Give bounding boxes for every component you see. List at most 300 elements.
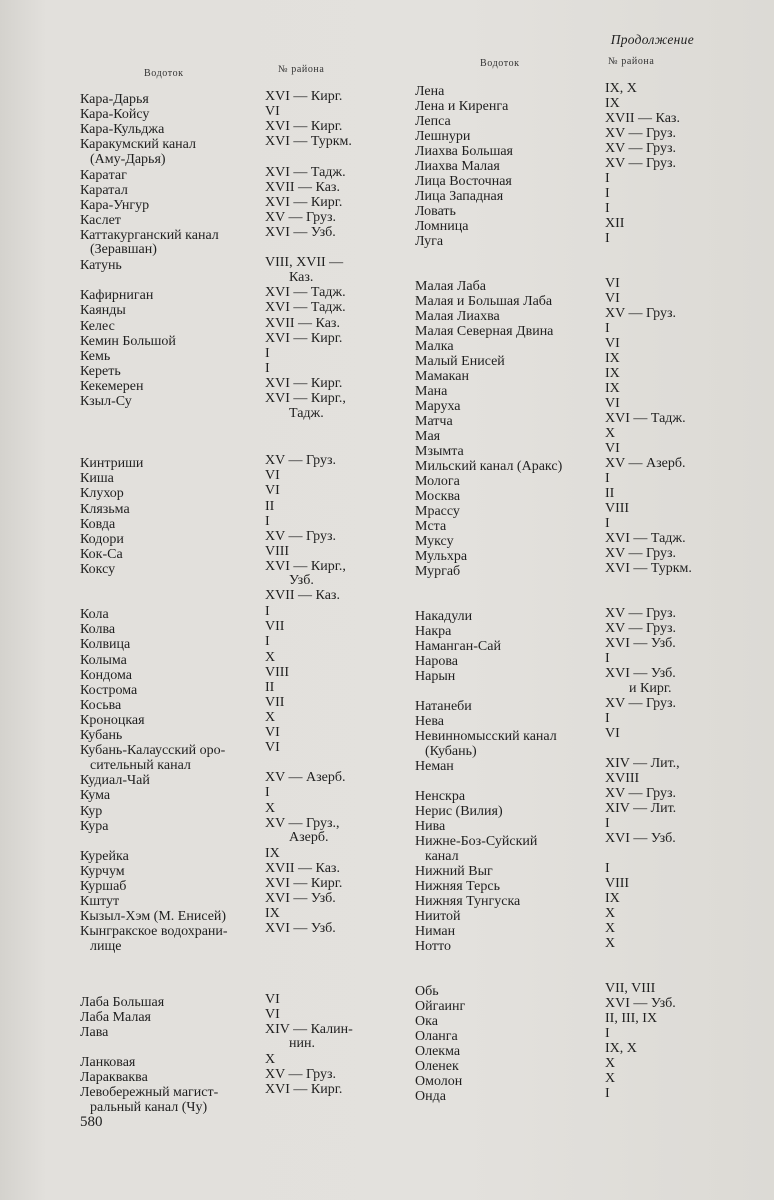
name-line: Малая Лаба <box>415 279 486 294</box>
region-line: IX, X <box>605 1041 637 1056</box>
entry-row <box>415 1011 658 1030</box>
watercourse-name <box>80 108 149 123</box>
entry-row <box>80 513 270 533</box>
region-line: X <box>605 921 616 936</box>
region-line: XV — Груз. <box>605 621 677 636</box>
name-line: Карaтаг <box>80 167 127 183</box>
entry-row <box>80 694 285 714</box>
watercourse-name <box>415 1075 462 1090</box>
region-number <box>605 1042 637 1057</box>
region-number <box>265 211 336 226</box>
name-line: Кубань <box>80 728 123 743</box>
watercourse-name <box>80 895 119 910</box>
watercourse-name <box>80 744 225 773</box>
entry-row <box>80 483 280 502</box>
region-line: XV — Груз. <box>605 546 677 561</box>
region-line: XV — Груз. <box>605 306 677 321</box>
name-line: Ловать <box>415 204 456 219</box>
name-line: Кзыл-Су <box>80 394 132 409</box>
watercourse-name <box>415 235 443 250</box>
name-line: Лаба Большая <box>80 994 165 1010</box>
region-number <box>605 412 686 427</box>
region-line: I <box>605 861 610 876</box>
name-line: Кура <box>80 818 109 834</box>
name-line: Кудиал-Чай <box>80 773 150 789</box>
entry-row <box>415 486 615 505</box>
name-line: канал <box>425 848 459 864</box>
watercourse-name <box>80 395 132 410</box>
entry-row <box>415 831 676 864</box>
name-line: Кондома <box>80 667 132 683</box>
entry-row <box>415 801 677 820</box>
region-line: X <box>265 649 276 665</box>
name-line: Лица Восточная <box>415 174 512 189</box>
name-line: Накадули <box>415 609 473 624</box>
name-line: Кара-Койсу <box>80 107 150 123</box>
entry-row <box>80 770 346 789</box>
region-number <box>265 817 340 846</box>
entry-row <box>415 636 676 655</box>
region-line: VI <box>605 291 620 306</box>
region-line: II <box>265 498 275 514</box>
entry-row <box>80 179 340 199</box>
region-line: XIV — Лит., <box>605 756 680 771</box>
entry-row <box>80 921 336 954</box>
watercourse-name <box>80 229 219 258</box>
name-line: Кодори <box>80 531 124 547</box>
watercourse-name <box>80 1011 151 1026</box>
region-line: XIV — Лит. <box>605 801 677 816</box>
name-line: Омолон <box>415 1074 463 1089</box>
name-line: Каттакурганский канал <box>80 227 219 243</box>
region-line: Узб. <box>289 573 314 589</box>
region-line: I <box>605 516 610 531</box>
region-number <box>265 515 270 530</box>
name-line: Муксу <box>415 534 454 549</box>
region-number <box>605 907 615 922</box>
region-number <box>265 90 342 105</box>
region-number <box>605 1027 610 1042</box>
region-number <box>605 232 610 247</box>
region-number <box>265 907 280 922</box>
name-line: Косьва <box>80 697 122 713</box>
entry-row <box>415 621 677 640</box>
region-number <box>605 172 610 187</box>
entry-row <box>80 619 285 638</box>
region-number <box>605 472 610 487</box>
name-line: Нижняя Терсь <box>415 879 500 894</box>
region-line: VII <box>265 694 285 710</box>
watercourse-name <box>80 380 143 395</box>
region-line: IX <box>605 351 620 366</box>
entry-row <box>80 330 343 350</box>
region-line: VI <box>265 104 280 120</box>
region-number <box>605 1087 610 1102</box>
region-number <box>605 547 676 562</box>
region-line: X <box>605 426 616 441</box>
entry-row <box>415 201 610 220</box>
watercourse-name <box>415 610 472 625</box>
region-line: XVII — Каз. <box>265 315 340 331</box>
entry-row <box>80 468 280 487</box>
entry-row <box>415 861 610 880</box>
region-line: XVI — Узб. <box>605 636 676 651</box>
watercourse-name <box>415 310 500 325</box>
watercourse-name <box>415 835 537 864</box>
name-line: Каянды <box>80 303 126 319</box>
region-line: VIII <box>605 501 630 516</box>
right-watercourse-header: Водоток <box>480 58 520 69</box>
region-line: X <box>265 1051 276 1067</box>
entry-row <box>80 649 276 669</box>
watercourse-name <box>415 655 458 670</box>
region-line: VIII <box>265 543 290 559</box>
name-line: Ломница <box>415 219 469 234</box>
name-line: Нотто <box>415 939 451 954</box>
entry-row <box>415 906 616 925</box>
name-line: Клухор <box>80 486 124 502</box>
region-number <box>605 1057 615 1072</box>
name-line: Наманган-Сай <box>415 639 501 654</box>
region-number <box>605 367 620 382</box>
region-number <box>605 532 686 547</box>
region-line: XVI — Кирг. <box>265 1082 343 1098</box>
region-number <box>265 696 284 711</box>
region-line: XV — Груз. <box>605 156 677 171</box>
watercourse-name <box>415 340 454 355</box>
name-line: Нива <box>415 819 446 834</box>
region-number <box>605 1012 657 1027</box>
region-number <box>605 337 620 352</box>
watercourse-name <box>415 925 455 940</box>
region-line: VIII <box>265 664 290 680</box>
region-line: VI <box>265 1006 280 1022</box>
entry-row <box>80 634 270 653</box>
watercourse-name <box>80 729 122 744</box>
entry-row <box>415 291 620 310</box>
entry-row <box>80 1006 280 1026</box>
watercourse-name <box>80 850 129 865</box>
name-line: Ока <box>415 1014 438 1029</box>
watercourse-name <box>415 670 455 685</box>
region-number <box>265 666 289 681</box>
name-line: Каратал <box>80 182 128 198</box>
name-line: Лешнури <box>415 129 471 144</box>
region-number <box>265 181 340 196</box>
entry-row <box>80 906 280 925</box>
region-line: XVI — Кирг. <box>265 876 343 891</box>
name-line: Ойгаинг <box>415 999 466 1014</box>
region-number <box>265 1068 336 1083</box>
entry-row <box>80 891 336 910</box>
region-number <box>605 127 676 142</box>
entry-row <box>415 306 677 325</box>
region-line: XV — Груз., <box>265 815 340 831</box>
entry-row <box>415 396 620 415</box>
name-line: Малая Лиахва <box>415 309 500 324</box>
entry-row <box>80 991 280 1011</box>
region-line: XVI — Кирг. <box>265 89 343 104</box>
right-region-header: № района <box>608 56 655 67</box>
name-line: Мургаб <box>415 564 461 579</box>
region-line: XVI — Тадж. <box>265 164 346 180</box>
region-line: VI <box>605 396 620 411</box>
watercourse-name <box>80 1071 148 1086</box>
region-number <box>605 997 676 1012</box>
region-line: I <box>605 321 610 336</box>
name-line: ральный канал (Чу) <box>90 1099 208 1115</box>
watercourse-name <box>415 355 505 370</box>
name-line: Москва <box>415 489 461 504</box>
region-number <box>265 620 284 635</box>
region-line: XV — Груз. <box>605 126 677 141</box>
name-line: Лепса <box>415 114 451 129</box>
watercourse-name <box>80 472 114 487</box>
region-line: XV — Азерб. <box>265 770 346 786</box>
region-number <box>265 469 280 484</box>
region-number <box>605 667 676 696</box>
continuation-label: Продолжение <box>610 32 694 47</box>
region-line: I <box>605 651 610 666</box>
region-line: Каз. <box>289 269 314 285</box>
entry-row <box>415 351 620 370</box>
entry-row <box>80 360 270 380</box>
name-line: Курейка <box>80 848 129 864</box>
region-number <box>265 635 270 650</box>
entry-row <box>415 126 677 145</box>
entry-row <box>415 891 620 910</box>
name-line: Лиахва Малая <box>415 159 500 174</box>
region-line: XVI — Тадж. <box>605 411 686 426</box>
region-number <box>265 711 275 726</box>
name-line: Левобережный магист- <box>80 1085 219 1101</box>
region-line: VI <box>265 991 280 1007</box>
region-number <box>605 82 637 97</box>
region-line: X <box>605 1071 616 1086</box>
region-number <box>605 802 676 817</box>
entry-row <box>415 366 620 385</box>
region-number <box>605 712 610 727</box>
region-number <box>605 517 610 532</box>
entry-row <box>415 996 676 1015</box>
entry-row <box>80 498 275 518</box>
region-number <box>265 166 346 181</box>
region-number <box>265 1008 280 1023</box>
entry-row <box>415 276 620 295</box>
name-line: Каракумский канал <box>80 137 196 153</box>
name-line: Нерис (Вилия) <box>415 804 503 819</box>
watercourse-name <box>415 1090 446 1105</box>
entry-row <box>415 441 620 460</box>
region-line: II <box>605 486 615 501</box>
watercourse-name <box>415 130 470 145</box>
region-number <box>605 652 610 667</box>
region-number <box>265 301 346 316</box>
region-number <box>265 771 345 786</box>
watercourse-name <box>80 533 124 548</box>
name-line: Кубань-Калаусский оро- <box>80 743 226 759</box>
watercourse-name <box>80 925 228 954</box>
name-line: Лиахва Большая <box>415 144 513 159</box>
region-number <box>265 454 336 469</box>
region-line: Азерб. <box>289 830 329 846</box>
region-line: IX, X <box>605 81 637 96</box>
region-number <box>265 135 352 150</box>
region-line: XV — Груз. <box>605 141 677 156</box>
entry-row <box>415 186 610 205</box>
watercourse-name <box>415 100 508 115</box>
region-number <box>605 562 692 577</box>
region-number <box>605 1072 615 1087</box>
entry-row <box>80 845 280 865</box>
name-line: Кара-Дарья <box>80 92 149 107</box>
region-number <box>605 202 610 217</box>
watercourse-name <box>415 460 562 475</box>
region-number <box>265 500 274 515</box>
watercourse-name <box>415 415 453 430</box>
name-line: Олекма <box>415 1044 461 1059</box>
region-number <box>265 892 336 907</box>
name-line: Оланга <box>415 1029 458 1044</box>
name-line: Маруха <box>415 399 461 414</box>
region-number <box>265 741 280 756</box>
watercourse-name <box>80 805 102 820</box>
region-number <box>265 877 342 892</box>
region-number <box>265 1023 353 1052</box>
region-number <box>605 187 610 202</box>
entry-row <box>415 1086 610 1105</box>
region-number <box>265 1083 342 1098</box>
watercourse-name <box>80 138 196 167</box>
name-line: Мульхра <box>415 549 468 564</box>
entry-row <box>415 516 610 535</box>
watercourse-name <box>80 1026 108 1041</box>
entry-row <box>80 453 337 472</box>
name-line: (Кубань) <box>425 743 477 759</box>
region-line: I <box>605 711 610 726</box>
name-line: Кафирниган <box>80 288 154 304</box>
region-line: I <box>605 1086 610 1101</box>
region-number <box>605 307 676 322</box>
region-number <box>265 847 280 862</box>
region-line: XVI — Узб. <box>605 996 676 1011</box>
name-line: Мрассу <box>415 504 460 519</box>
entry-row <box>80 1051 276 1071</box>
entry-row <box>415 531 686 550</box>
name-line: Луга <box>415 234 444 249</box>
name-line: Нарова <box>415 654 458 669</box>
region-number <box>265 1053 275 1068</box>
watercourse-name <box>80 820 109 835</box>
watercourse-name <box>80 865 125 880</box>
region-number <box>265 726 280 741</box>
region-number <box>605 727 620 742</box>
region-line: XVI — Кирг. <box>265 119 343 135</box>
region-number <box>605 832 676 847</box>
region-number <box>265 317 340 332</box>
region-line: XVII — Каз. <box>605 111 680 126</box>
watercourse-name <box>415 910 461 925</box>
name-line: Ниитой <box>415 909 461 924</box>
region-line: XVI — Кирг. <box>265 330 343 346</box>
entry-row <box>415 711 610 730</box>
entry-row <box>415 651 610 670</box>
region-line: XVII — Каз. <box>265 179 340 195</box>
region-line: XVI — Тадж. <box>605 531 686 546</box>
region-line: VI <box>265 740 280 756</box>
watercourse-name <box>415 505 460 520</box>
region-line: XV — Азерб. <box>605 456 686 471</box>
entry-row <box>415 231 610 250</box>
entry-row <box>80 604 270 623</box>
watercourse-name <box>415 880 500 895</box>
name-line: Обь <box>415 984 439 999</box>
region-number <box>605 352 620 367</box>
region-line: XV — Груз. <box>265 209 337 225</box>
entry-row <box>415 216 625 235</box>
entry-row <box>80 375 343 395</box>
entry-row <box>80 876 343 895</box>
watercourse-name <box>415 475 460 490</box>
region-line: XVI — Кирг. <box>265 194 343 210</box>
name-line: Курчум <box>80 863 125 879</box>
region-number <box>605 157 676 172</box>
watercourse-name <box>80 996 164 1011</box>
name-line: Кемь <box>80 348 111 364</box>
name-line: Куршаб <box>80 879 127 894</box>
name-line: Колва <box>80 622 116 638</box>
region-line: XVI — Туркм. <box>265 134 352 150</box>
name-line: Мая <box>415 429 441 444</box>
region-number <box>605 277 620 292</box>
name-line: Лица Западная <box>415 189 504 204</box>
entry-row <box>80 89 343 108</box>
entry-row <box>80 255 344 285</box>
entry-row <box>415 921 616 940</box>
name-line: Кур <box>80 803 103 819</box>
entry-row <box>80 224 336 258</box>
region-number <box>605 502 629 517</box>
name-line: Онда <box>415 1089 446 1104</box>
name-line: Кок-Са <box>80 546 123 562</box>
entry-row <box>415 321 610 340</box>
watercourse-name <box>415 790 465 805</box>
watercourse-name <box>80 548 123 563</box>
region-number <box>265 362 270 377</box>
entry-row <box>415 81 637 100</box>
region-number <box>265 802 275 817</box>
entry-row <box>415 141 677 160</box>
entry-row <box>80 119 343 138</box>
name-line: Колыма <box>80 652 127 668</box>
region-number <box>605 487 614 502</box>
entry-row <box>80 315 340 335</box>
watercourse-name <box>80 608 109 623</box>
name-line: Невинномысский канал <box>415 729 557 744</box>
name-line: Кострома <box>80 682 138 698</box>
watercourse-name <box>415 325 553 340</box>
name-line: Лена и Киренга <box>415 99 509 114</box>
region-line: IX <box>605 366 620 381</box>
name-line: Лена <box>415 84 445 99</box>
left-watercourse-header: Водоток <box>144 68 184 79</box>
name-line: Натанеби <box>415 699 472 714</box>
region-number <box>605 757 680 786</box>
name-line: Кинтриши <box>80 456 144 472</box>
entry-row <box>80 194 343 214</box>
region-line: XVI — Узб. <box>605 831 676 846</box>
entry-row <box>415 411 686 430</box>
